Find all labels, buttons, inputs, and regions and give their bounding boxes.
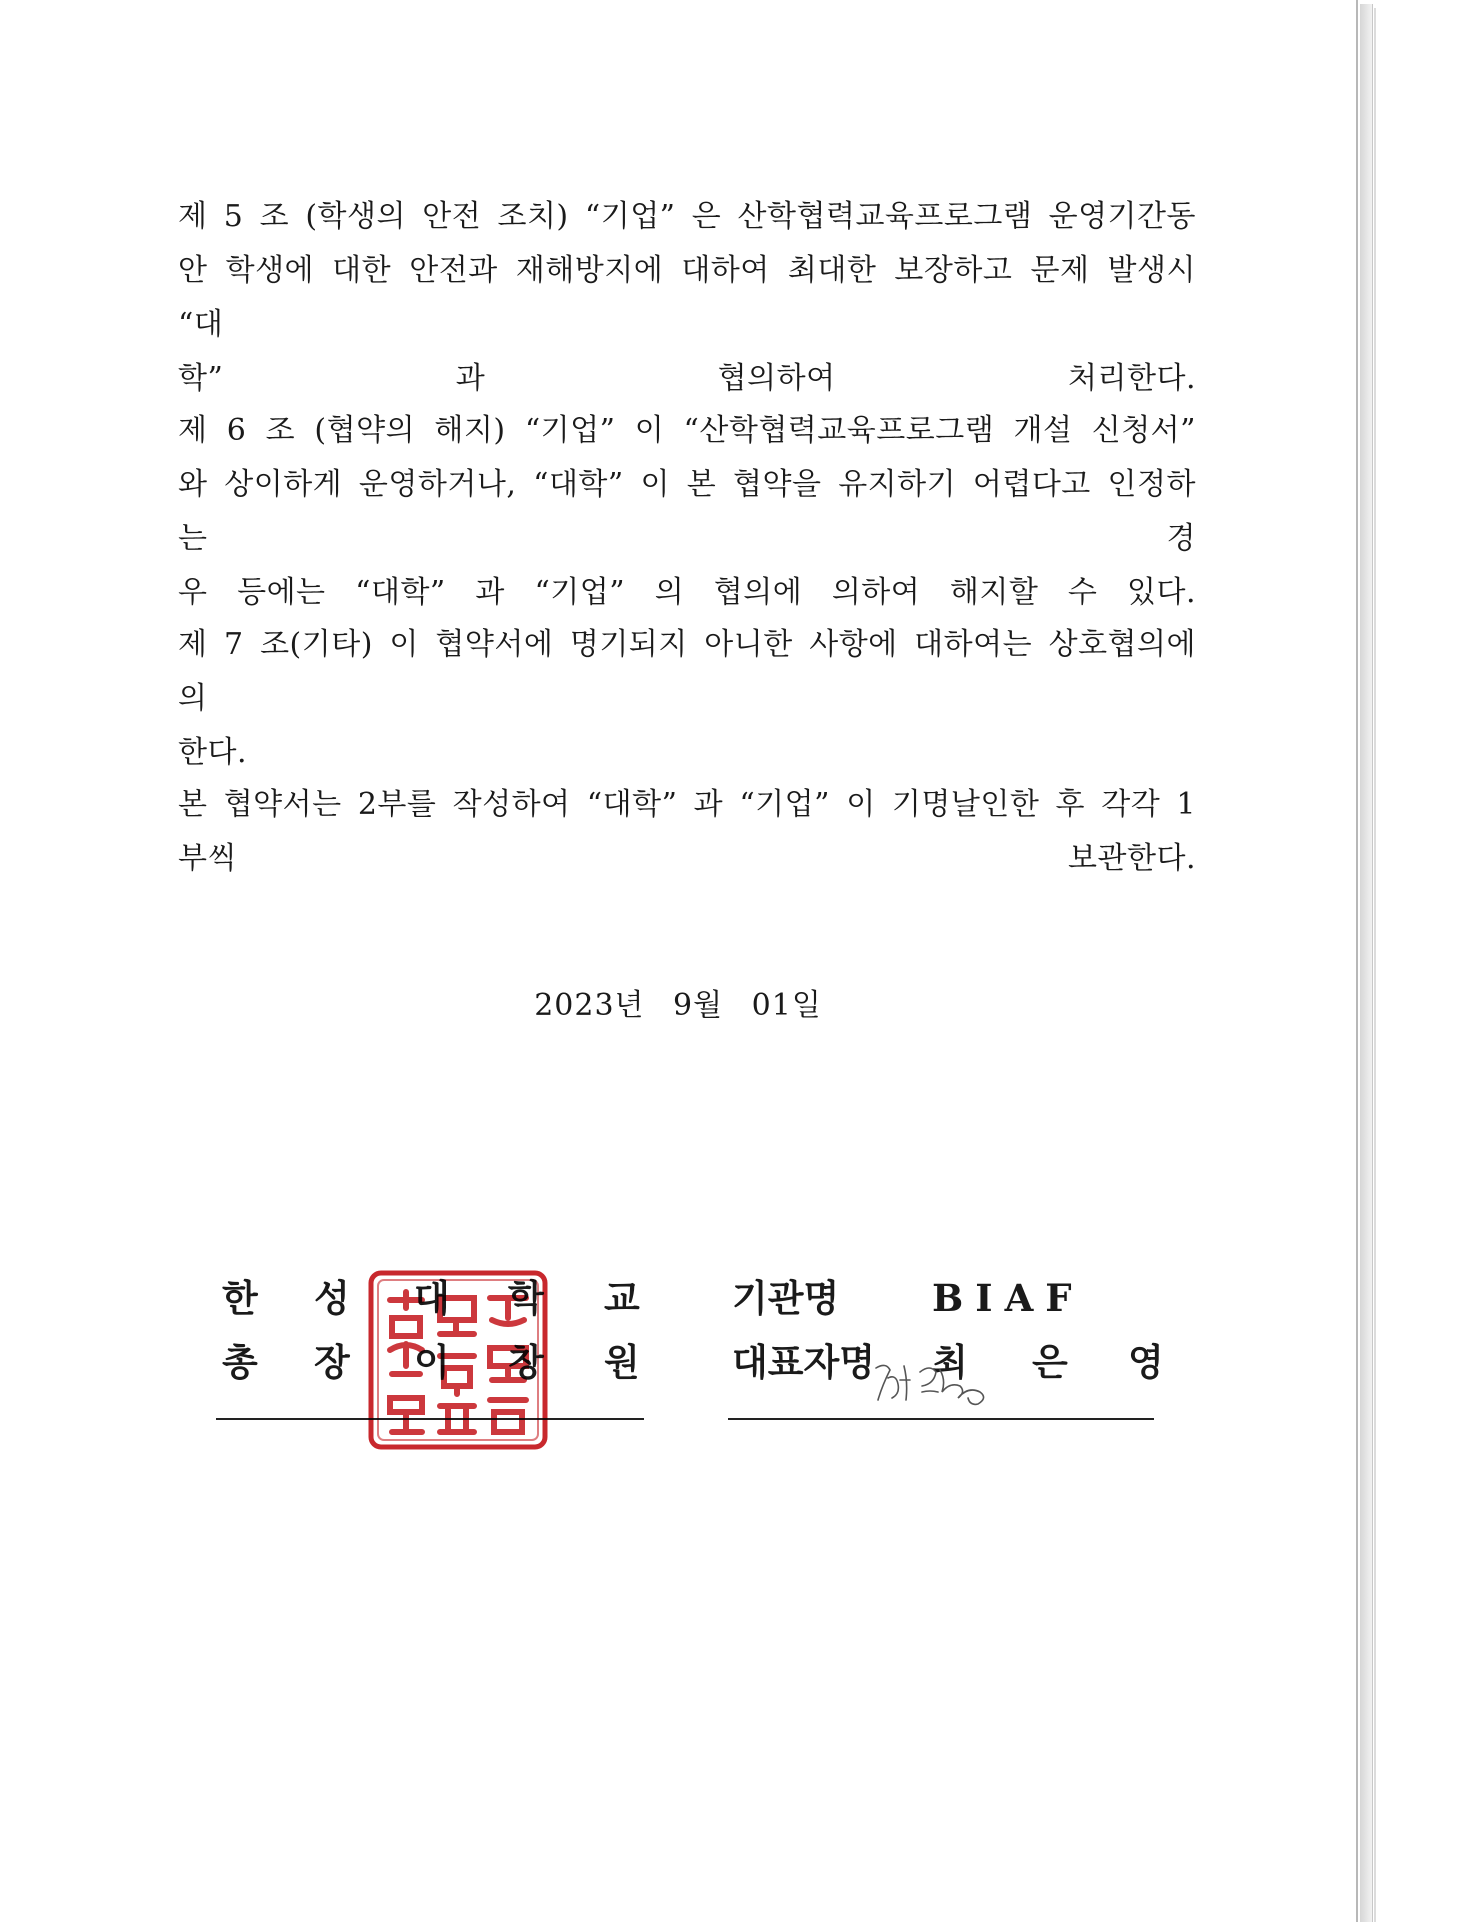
university-name-char-3: 대	[414, 1276, 450, 1320]
company-org-name: BIAF	[932, 1276, 1084, 1320]
article-5-last-line: 학” 과 협의하여 처리한다.	[178, 361, 1196, 396]
company-rep-name-char-3: 영	[1128, 1340, 1164, 1384]
article-5	[178, 190, 1196, 406]
article-6	[178, 404, 1196, 620]
page-edge-line	[1374, 8, 1376, 1922]
company-rep-label: 대표자명	[732, 1340, 875, 1384]
article-7-text: 제 7 조(기타) 이 협약서에 명기되지 아니한 사항에 대하여는 상호협의에 의	[178, 627, 1196, 716]
page-edge-shadow	[1360, 4, 1373, 1922]
university-seal	[368, 1270, 548, 1450]
closing-clause	[178, 778, 1196, 886]
president-name-char-2: 장	[314, 1340, 350, 1384]
article-6-last-line: 우 등에는 “대학” 과 “기업” 의 협의에 의하여 해지할 수 있다.	[178, 575, 1196, 610]
closing-text: 본 협약서는 2부를 작성하여 “대학” 과 “기업” 이 기명날인한 후 각각 1	[178, 787, 1196, 822]
article-6-text: 제 6 조 (협약의 해지) “기업” 이 “산학협력교육프로그램 개설 신청서” 와 상이하게 운영하거나, “대학” 이 본 협약을 유지하기 어렵다고 인정하는 경	[178, 413, 1196, 556]
article-7-last-line: 한다.	[178, 735, 247, 770]
university-name-char-4: 학	[508, 1276, 544, 1320]
handwritten-signature-icon	[870, 1350, 1000, 1410]
company-rep-name-char-1: 최	[932, 1340, 968, 1384]
president-name-char-4: 창	[508, 1340, 544, 1384]
president-name-char-3: 이	[414, 1340, 450, 1384]
university-name-char-5: 교	[604, 1276, 640, 1320]
company-rep-name-char-2: 은	[1032, 1340, 1068, 1384]
president-name-char-1: 총	[222, 1340, 258, 1384]
president-name-char-5: 원	[604, 1340, 640, 1384]
university-name-char-1: 한	[222, 1276, 258, 1320]
article-5-text: 제 5 조 (학생의 안전 조치) “기업” 은 산학협력교육프로그램 운영기간동안 학생에 대한 안전과 재해방지에 대하여 최대한 보장하고 문제 발생시 “대	[178, 199, 1196, 342]
signing-date: 2023년 9월 01일	[534, 988, 822, 1023]
university-seal-icon	[368, 1270, 548, 1450]
article-7	[178, 618, 1196, 780]
company-org-label: 기관명	[732, 1276, 840, 1320]
closing-last-line: 부씩 보관한다.	[178, 841, 1196, 876]
representative-signature	[870, 1350, 1000, 1410]
university-name-char-2: 성	[314, 1276, 350, 1320]
company-signature-line	[728, 1418, 1154, 1420]
